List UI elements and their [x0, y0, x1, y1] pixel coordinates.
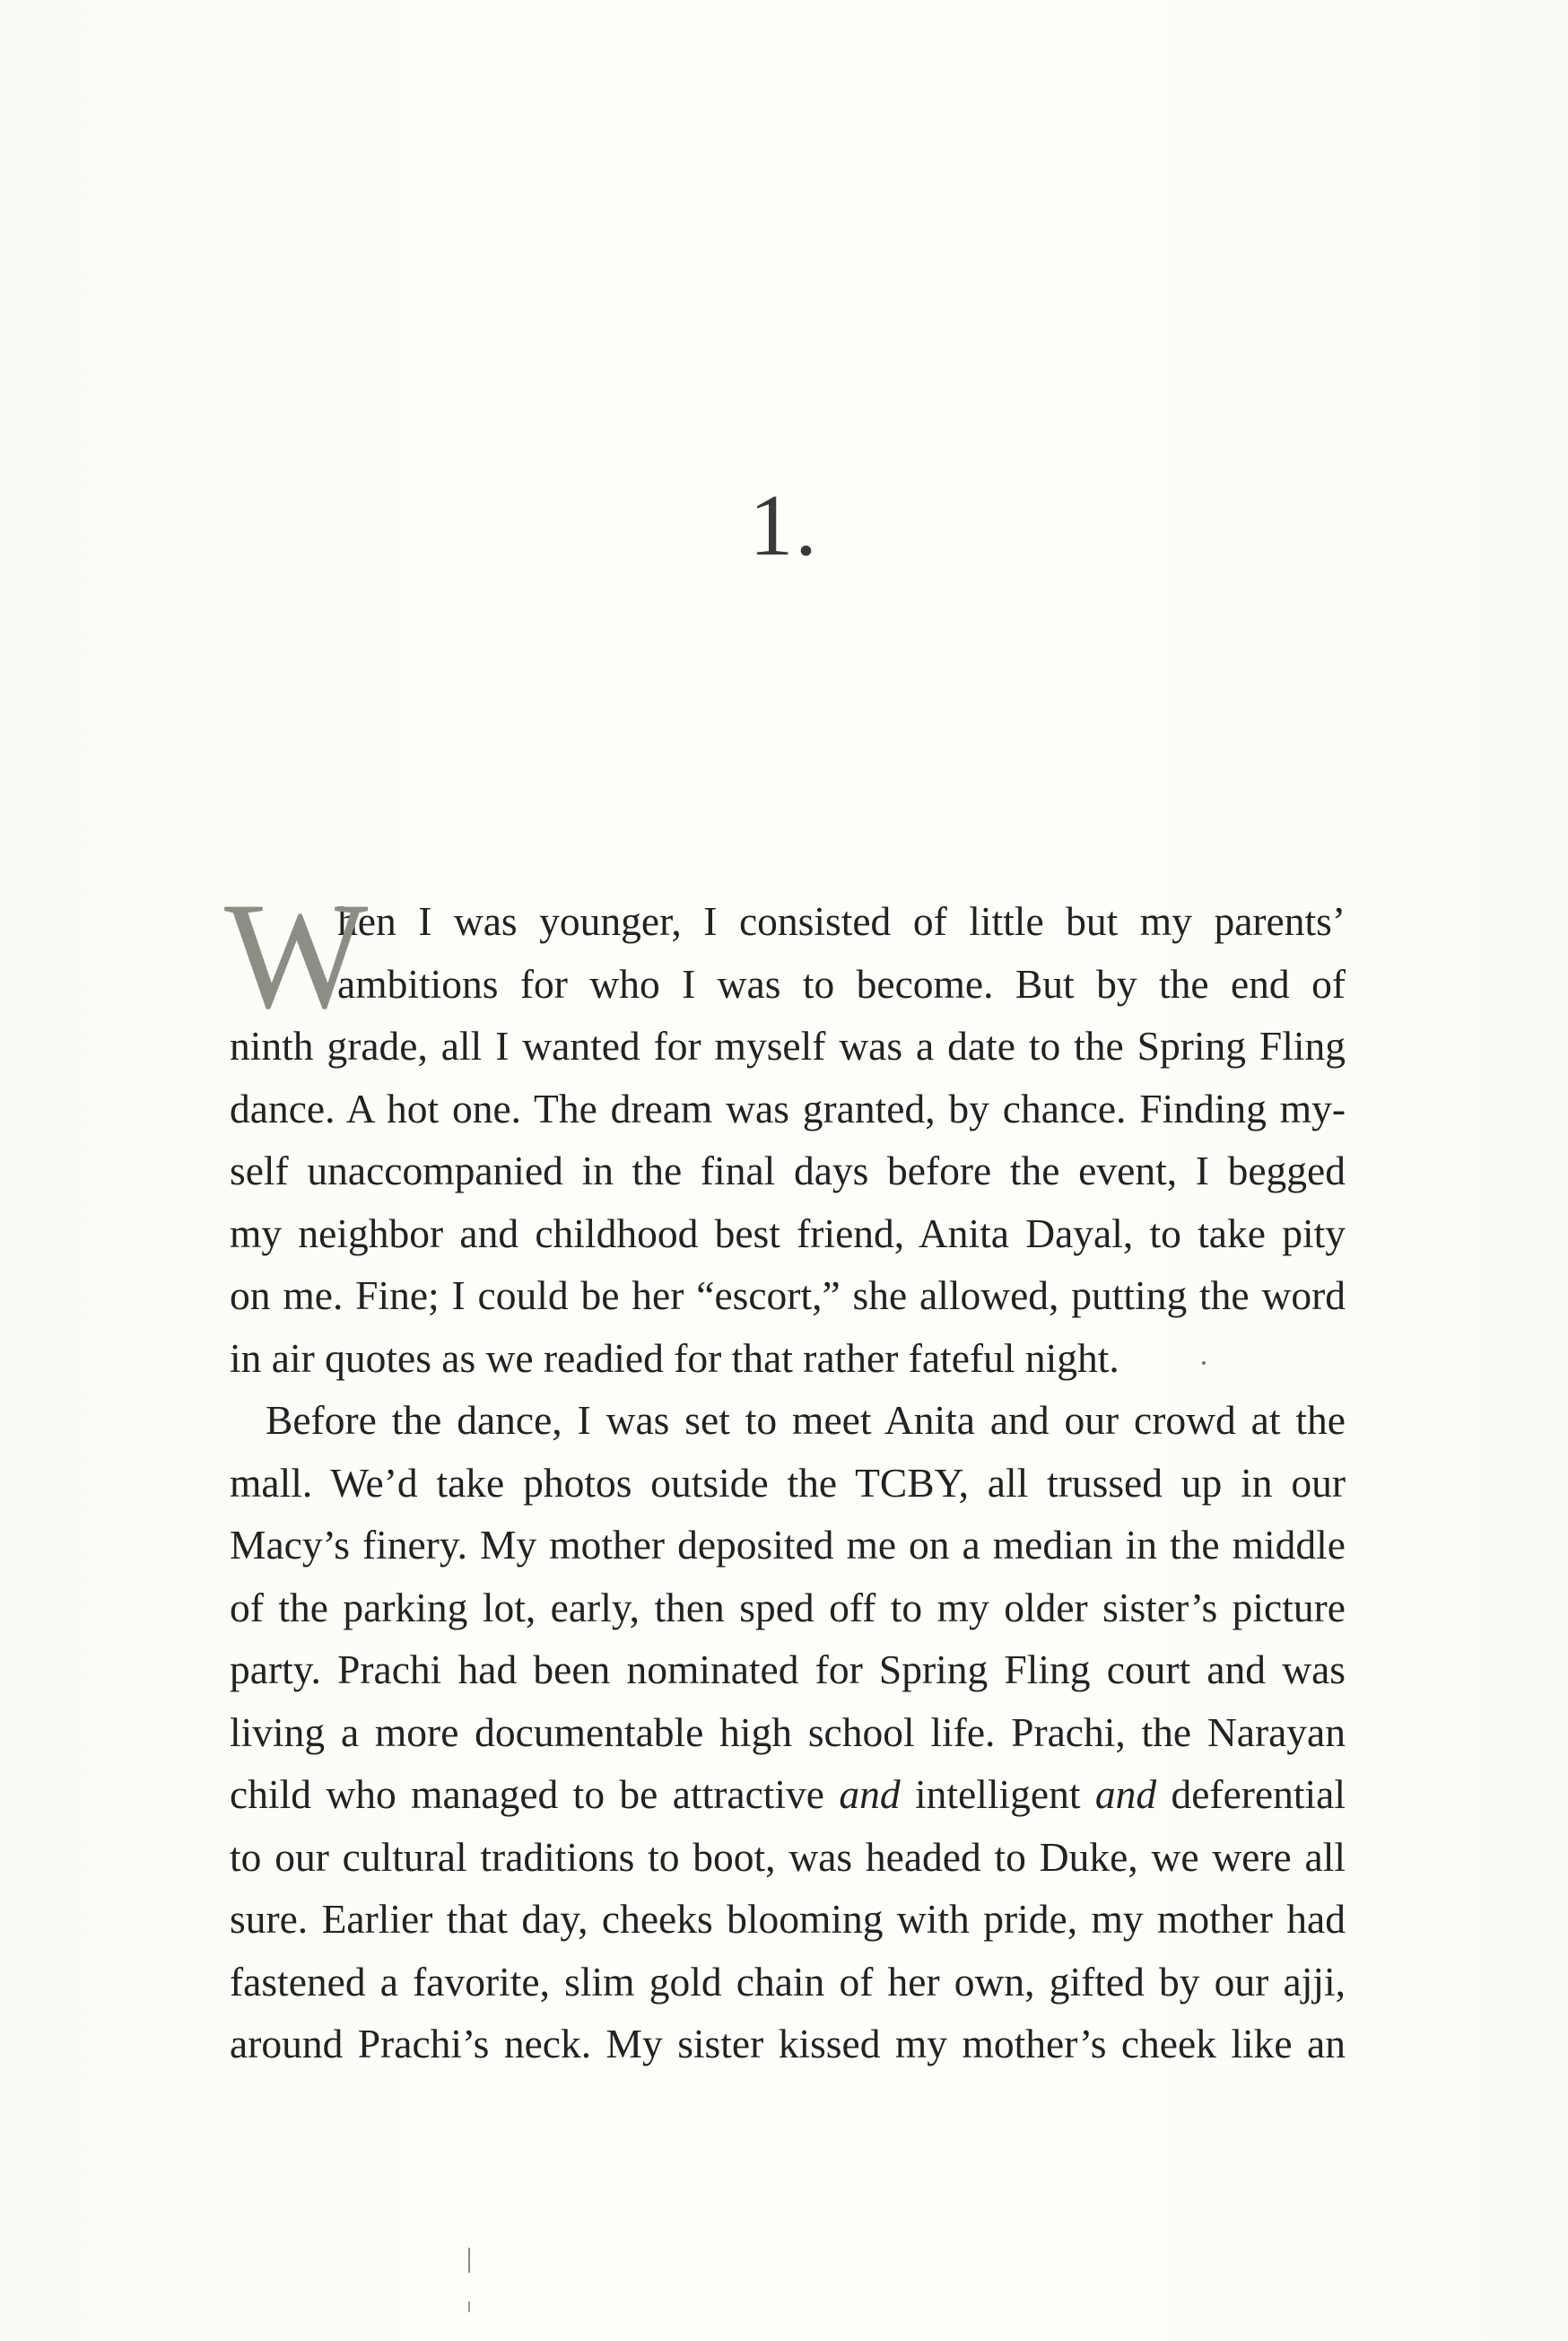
body-text [224, 871, 1346, 2075]
text-line: of the parking lot, early, then sped off to my older sister’s picture [230, 1584, 1346, 1630]
text-line: sure. Earlier that day, cheeks blooming with pride, my mother had [230, 1896, 1346, 1942]
scan-mark [468, 2302, 470, 2312]
chapter-number: 1. [749, 477, 819, 574]
emphasis-text: and [839, 1771, 901, 1817]
scan-speck [1202, 1361, 1206, 1365]
text-line: Before the dance, I was set to meet Anita and our crowd at the [266, 1397, 1346, 1443]
text-line: self unaccompanied in the final days before the event, I begged [230, 1148, 1346, 1193]
text-segment: intelligent [900, 1771, 1095, 1817]
text-line: to our cultural traditions to boot, was headed to Duke, we were all [230, 1833, 1346, 1880]
text-line: in air quotes as we readied for that rather fateful night. [230, 1334, 1119, 1381]
text-line: ambitions for who I was to become. But by the end of [337, 960, 1346, 1007]
text-line: party. Prachi had been nominated for Spring Fling court and was [230, 1647, 1346, 1692]
text-segment: child who managed to be attractive [230, 1771, 840, 1817]
text-line: dance. A hot one. The dream was granted, by chance. Finding my- [230, 1085, 1346, 1131]
text-line: fastened a favorite, slim gold chain of her own, gifted by our ajji, [230, 1958, 1346, 2005]
text-line: mall. We’d take photos outside the TCBY, all trussed up in our [230, 1459, 1346, 1506]
text-line-with-emphasis [230, 1763, 1346, 1826]
text-line: living a more documentable high school life. Prachi, the Narayan [230, 1708, 1346, 1755]
scan-mark [468, 2248, 470, 2273]
text-line: on me. Fine; I could be her “escort,” she allowed, putting the word [230, 1272, 1346, 1318]
text-line: around Prachi’s neck. My sister kissed my mother’s cheek like an [230, 2021, 1346, 2066]
text-line: my neighbor and childhood best friend, Anita Dayal, to take pity [230, 1210, 1346, 1256]
text-line: hen I was younger, I consisted of little but my parents’ [337, 898, 1346, 944]
emphasis-text: and [1094, 1771, 1157, 1817]
text-line: Macy’s finery. My mother deposited me on a median in the middle [230, 1522, 1346, 1568]
text-segment: deferential [1156, 1771, 1346, 1817]
text-line: ninth grade, all I wanted for myself was a date to the Spring Fling [230, 1023, 1346, 1069]
drop-cap: W [224, 871, 369, 1040]
